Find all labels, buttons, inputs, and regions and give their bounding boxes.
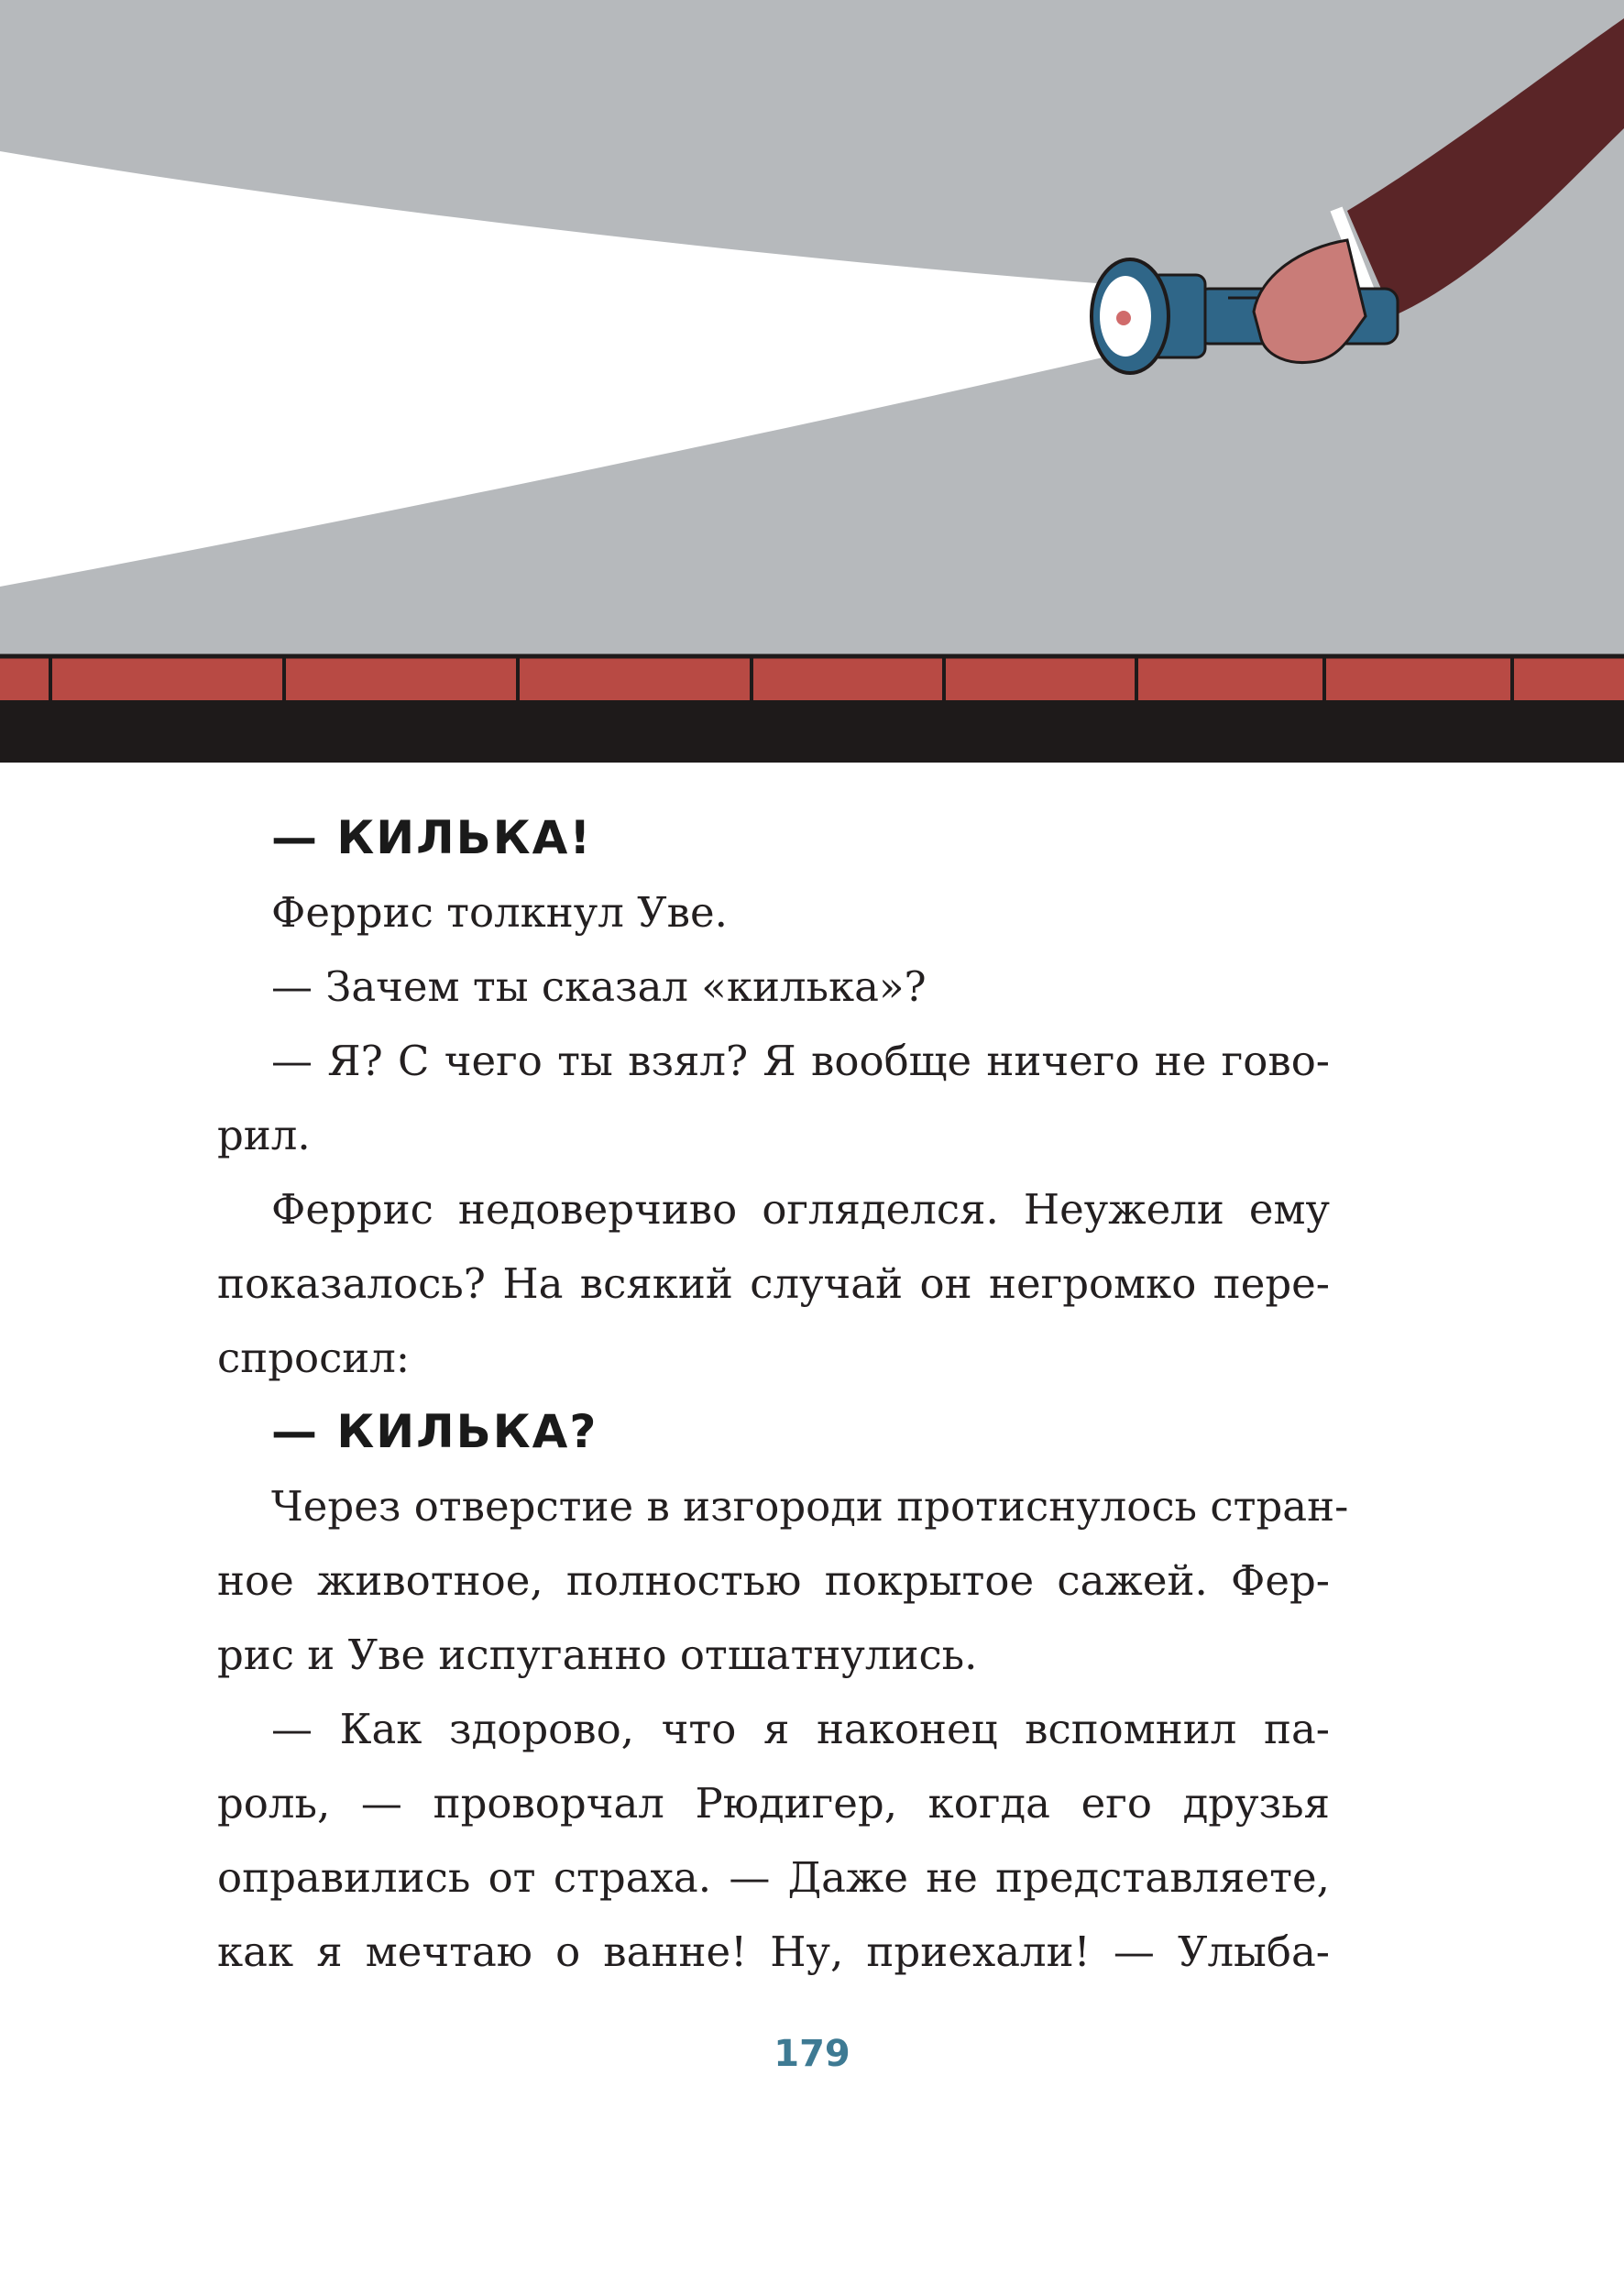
flashlight-illustration bbox=[0, 0, 1624, 763]
ground bbox=[0, 700, 1624, 763]
text-line: как я мечтаю о ванне! Ну, приехали! — Улыба- bbox=[217, 1927, 1330, 1976]
text-line: Феррис толкнул Уве. bbox=[271, 888, 728, 937]
shout-line: — КИЛЬКА! bbox=[271, 811, 593, 864]
text-line: Феррис недоверчиво огляделся. Неужели ему bbox=[271, 1185, 1330, 1234]
text-line: — Зачем ты сказал «килька»? bbox=[271, 962, 927, 1011]
page-number: 179 bbox=[774, 2033, 850, 2075]
text-line: Через отверстие в изгороди протиснулось стран- bbox=[271, 1482, 1349, 1531]
text-line: ное животное, полностью покрытое сажей. Фер- bbox=[217, 1556, 1330, 1605]
text-line: — Как здорово, что я наконец вспомнил па- bbox=[271, 1705, 1330, 1753]
text-line: показалось? На всякий случай он негромко пере- bbox=[217, 1259, 1330, 1308]
text-line: рис и Уве испуганно отшатнулись. bbox=[217, 1631, 978, 1679]
text-line: спросил: bbox=[217, 1334, 411, 1382]
text-line: рил. bbox=[217, 1111, 311, 1159]
brick-curb bbox=[0, 656, 1624, 702]
text-line: оправились от страха. — Даже не представляете, bbox=[217, 1853, 1330, 1902]
shout-line: — КИЛЬКА? bbox=[271, 1405, 598, 1458]
body-text bbox=[217, 801, 1349, 1989]
text-line: роль, — проворчал Рюдигер, когда его друзья bbox=[217, 1779, 1330, 1828]
text-line: — Я? С чего ты взял? Я вообще ничего не гово- bbox=[271, 1037, 1330, 1085]
